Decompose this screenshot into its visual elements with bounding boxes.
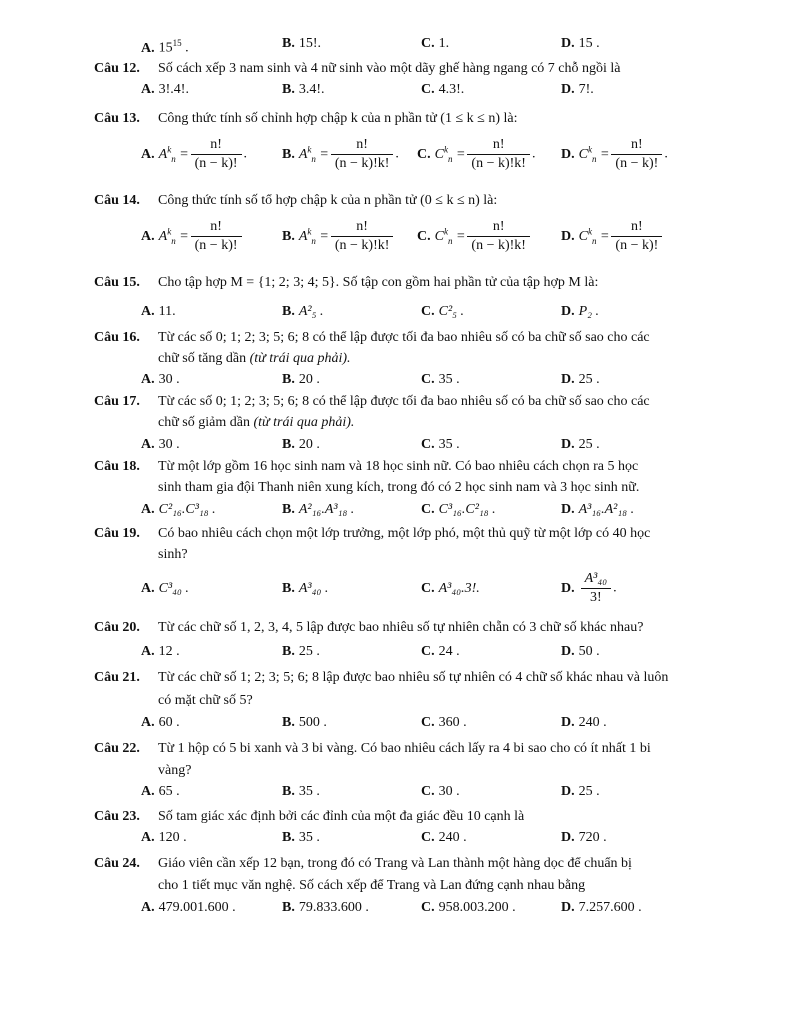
q22-option-a: A. 65 . bbox=[141, 784, 180, 799]
q18-option-c: C. C³₁₆.C²₁₈ . bbox=[421, 502, 496, 517]
q23-option-c: C. 240 . bbox=[421, 830, 467, 845]
q21-stem-line2: có mặt chữ số 5? bbox=[158, 693, 253, 708]
q21-option-c: C. 360 . bbox=[421, 715, 467, 730]
q17-option-d: D. 25 . bbox=[561, 437, 600, 452]
q17-stem-line2: chữ số giảm dần (từ trái qua phải). bbox=[158, 415, 355, 430]
q21-option-a: A. 60 . bbox=[141, 715, 180, 730]
q19-stem: Câu 19. Có bao nhiêu cách chọn một lớp trưởng, một lớp phó, một thủ quỹ từ một lớp có 40 học bbox=[94, 526, 651, 541]
q22-stem: Câu 22. Từ 1 hộp có 5 bi xanh và 3 bi vàng. Có bao nhiêu cách lấy ra 4 bi sao cho có ít nhất 1 bi bbox=[94, 741, 651, 756]
q18-stem: Câu 18. Từ một lớp gồm 16 học sinh nam và 18 học sinh nữ. Có bao nhiêu cách chọn ra 5 học bbox=[94, 459, 639, 474]
q14-option-b: B. $A^k_n$ = $\frac{n!}{(n - k)!k!}$ bbox=[282, 218, 395, 255]
q21-stem: Câu 21. Từ các chữ số 1; 2; 3; 5; 6; 8 lập được bao nhiêu số tự nhiên có 4 chữ số khác nhau và luôn bbox=[94, 670, 669, 685]
q20-options bbox=[141, 641, 741, 663]
q19-option-d: D. $\frac{\text{A³₄₀}}{3!}$ . bbox=[561, 571, 617, 605]
q16-stem: Câu 16. Từ các số 0; 1; 2; 3; 5; 6; 8 có thể lập được tối đa bao nhiêu số có ba chữ số sao cho các bbox=[94, 330, 650, 345]
q17-option-b: B. 20 . bbox=[282, 437, 320, 452]
q20-option-a: A. 12 . bbox=[141, 644, 180, 659]
q24-options bbox=[141, 897, 741, 919]
q16-option-a: A. 30 . bbox=[141, 372, 180, 387]
q22-option-b: B. 35 . bbox=[282, 784, 320, 799]
q18-option-a: A. C²₁₆.C³₁₈ . bbox=[141, 502, 216, 517]
q23-options bbox=[141, 827, 741, 849]
q22-options bbox=[141, 781, 741, 803]
q18-option-d: D. A³₁₆.A²₁₈ . bbox=[561, 502, 635, 517]
q11-option-c: C. 1. bbox=[421, 36, 450, 51]
q16-option-b: B. 20 . bbox=[282, 372, 320, 387]
q17-stem: Câu 17. Từ các số 0; 1; 2; 3; 5; 6; 8 có thể lập được tối đa bao nhiêu số có ba chữ số sao cho các bbox=[94, 394, 650, 409]
q24-option-a: A. 479.001.600 . bbox=[141, 900, 236, 915]
q24-stem: Câu 24. Giáo viên cần xếp 12 bạn, trong đó có Trang và Lan thành một hàng dọc để chuẩn bị bbox=[94, 856, 632, 871]
q16-option-c: C. 35 . bbox=[421, 372, 460, 387]
q24-option-c: C. 958.003.200 . bbox=[421, 900, 516, 915]
q23-option-d: D. 720 . bbox=[561, 830, 607, 845]
q24-option-b: B. 79.833.600 . bbox=[282, 900, 369, 915]
q22-stem-line2: vàng? bbox=[158, 763, 192, 778]
q21-option-d: D. 240 . bbox=[561, 715, 607, 730]
q12-option-d: D. 7!. bbox=[561, 82, 594, 97]
q20-stem: Câu 20. Từ các chữ số 1, 2, 3, 4, 5 lập được bao nhiêu số tự nhiên chẵn có 3 chữ số khác nhau? bbox=[94, 620, 644, 635]
q20-option-c: C. 24 . bbox=[421, 644, 460, 659]
q15-option-d: D. P₂ . bbox=[561, 304, 600, 319]
q21-options bbox=[141, 712, 741, 734]
q13-option-d: D. $C^k_n$ = $\frac{n!}{(n - k)!}$ . bbox=[561, 137, 668, 171]
q14-options bbox=[141, 218, 741, 260]
q14-stem: Câu 14. Công thức tính số tổ hợp chập k của n phần tử (0 ≤ k ≤ n) là: bbox=[94, 193, 498, 208]
q14-option-d: D. $C^k_n$ = $\frac{n!}{(n - k)!}$ bbox=[561, 218, 664, 255]
q12-stem: Câu 12. Số cách xếp 3 nam sinh và 4 nữ sinh vào một dãy ghế hàng ngang có 7 chỗ ngồi là bbox=[94, 61, 621, 76]
q14-option-c: C. $C^k_n$ = $\frac{n!}{(n - k)!k!}$ bbox=[417, 218, 532, 255]
q13-stem: Câu 13. Công thức tính số chỉnh hợp chập k của n phần tử (1 ≤ k ≤ n) là: bbox=[94, 111, 518, 126]
q11-option-b: B. 15!. bbox=[282, 36, 322, 51]
q13-option-a: A. $A^k_n$ = $\frac{n!}{(n - k)!}$ . bbox=[141, 137, 248, 171]
q11-option-d: D. 15 . bbox=[561, 36, 600, 51]
q13-options bbox=[141, 136, 741, 178]
q19-stem-line2: sinh? bbox=[158, 547, 188, 562]
q19-option-a: A. C³₄₀ . bbox=[141, 581, 189, 596]
q17-options bbox=[141, 434, 741, 456]
q19-options bbox=[141, 570, 741, 610]
q21-option-b: B. 500 . bbox=[282, 715, 327, 730]
q22-option-d: D. 25 . bbox=[561, 784, 600, 799]
q12-option-b: B. 3.4!. bbox=[282, 82, 325, 97]
q16-stem-line2: chữ số tăng dần (từ trái qua phải). bbox=[158, 351, 351, 366]
q20-option-b: B. 25 . bbox=[282, 644, 320, 659]
q23-option-b: B. 35 . bbox=[282, 830, 320, 845]
q24-stem-line2: cho 1 tiết mục văn nghệ. Số cách xếp để Trang và Lan đứng cạnh nhau bằng bbox=[158, 878, 586, 893]
q15-stem: Câu 15. Cho tập hợp M = {1; 2; 3; 4; 5}. Số tập con gồm hai phần tử của tập hợp M là: bbox=[94, 275, 599, 290]
q16-options bbox=[141, 369, 741, 391]
q24-option-d: D. 7.257.600 . bbox=[561, 900, 642, 915]
q12-option-a: A. 3!.4!. bbox=[141, 82, 189, 97]
q23-option-a: A. 120 . bbox=[141, 830, 187, 845]
q13-option-c: C. $C^k_n$ = $\frac{n!}{(n - k)!k!}$ . bbox=[417, 137, 536, 171]
q11-option-a: A. $15^{15}$ . bbox=[141, 38, 189, 56]
q11-options bbox=[141, 33, 741, 55]
q23-stem: Câu 23. Số tam giác xác định bởi các đỉnh của một đa giác đều 10 cạnh là bbox=[94, 809, 525, 824]
q17-option-a: A. 30 . bbox=[141, 437, 180, 452]
q20-option-d: D. 50 . bbox=[561, 644, 600, 659]
q18-option-b: B. A²₁₆.A³₁₈ . bbox=[282, 502, 355, 517]
q15-option-c: C. C²₅ . bbox=[421, 304, 465, 319]
q15-option-a: A. 11. bbox=[141, 304, 176, 319]
q13-option-b: B. $A^k_n$ = $\frac{n!}{(n - k)!k!}$ . bbox=[282, 137, 399, 171]
q15-option-b: B. A²₅ . bbox=[282, 304, 324, 319]
q14-option-a: A. $A^k_n$ = $\frac{n!}{(n - k)!}$ bbox=[141, 218, 244, 255]
q17-option-c: C. 35 . bbox=[421, 437, 460, 452]
q15-options bbox=[141, 301, 741, 323]
q18-stem-line2: sinh tham gia đội Thanh niên xung kích, trong đó có 2 học sinh nam và 3 học sinh nữ. bbox=[158, 480, 640, 495]
q22-option-c: C. 30 . bbox=[421, 784, 460, 799]
q19-option-c: C. A³₄₀.3!. bbox=[421, 581, 480, 596]
q19-option-b: B. A³₄₀ . bbox=[282, 581, 329, 596]
q16-option-d: D. 25 . bbox=[561, 372, 600, 387]
q12-option-c: C. 4.3!. bbox=[421, 82, 465, 97]
q18-options bbox=[141, 499, 741, 521]
q12-options bbox=[141, 79, 741, 101]
